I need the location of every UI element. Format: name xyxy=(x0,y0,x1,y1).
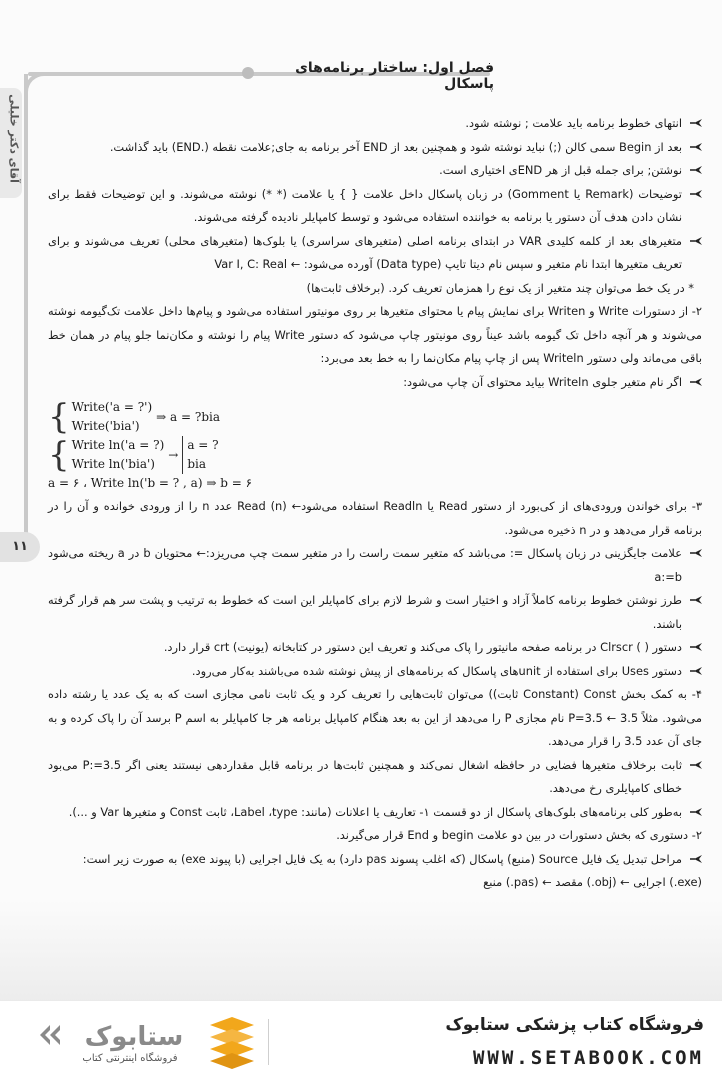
numbered-paragraph xyxy=(48,300,702,371)
bullet-paragraph xyxy=(48,183,702,230)
math-block-2 xyxy=(48,436,702,474)
math-result: ⇒ a = ?bia xyxy=(156,409,220,424)
brace-icon: { xyxy=(48,435,70,475)
numbered-paragraph xyxy=(48,495,702,542)
numbered-paragraph xyxy=(48,683,702,754)
store-url-link[interactable]: WWW.SETABOOK.COM xyxy=(472,1047,704,1069)
bullet-paragraph xyxy=(48,660,702,684)
bullet-arrow-icon xyxy=(690,117,702,129)
math-output-line: a = ? xyxy=(187,438,219,452)
paragraph-text: دستور Uses برای استفاده از unitهای پاسکال که برنامه‌های از پیش نوشته شده می‌باشند به‌کار می‌رود. xyxy=(191,663,682,678)
math-line: Write('bia') xyxy=(71,419,140,433)
frame-left-line xyxy=(24,74,28,544)
bullet-paragraph xyxy=(48,159,702,183)
paragraph-text: نوشتن; برای جمله قبل از هر ENDی اختیاری است. xyxy=(439,163,682,177)
page-number: ۱۱ xyxy=(0,532,40,562)
banner-divider xyxy=(268,1019,269,1065)
bullet-arrow-icon xyxy=(690,547,702,559)
math-line: Write ln('a = ?) xyxy=(71,438,165,452)
bullet-arrow-icon xyxy=(690,164,702,176)
frame-dot xyxy=(242,67,254,79)
bullet-paragraph xyxy=(48,112,702,136)
paragraph-text: بعد از Begin سمی کالن (;) نباید نوشته شود و همچنین بعد از END آخر برنامه به جای;علامت نقطه (.END) باید گذاشت. xyxy=(109,139,682,154)
paragraph-text: (exe.) اجرایی ← (obj.) مقصد ← (pas.) منبع xyxy=(483,875,702,889)
paragraph-text: دستور ( ) Clrscr در برنامه صفحه مانیتور را پاک می‌کند و تعریف این دستور در کتابخانه (یونیت) crt قرار دارد. xyxy=(163,640,682,654)
bullet-paragraph xyxy=(48,230,702,277)
bullet-arrow-icon xyxy=(690,759,702,771)
brace-icon: { xyxy=(48,397,70,437)
section-1 xyxy=(48,112,702,394)
numbered-paragraph xyxy=(48,871,702,895)
bullet-arrow-icon xyxy=(690,376,702,388)
logo-subtitle: فروشگاه اینترنتی کتاب xyxy=(82,1053,178,1064)
logo-wordmark: ستابوک xyxy=(84,1022,184,1052)
bullet-paragraph xyxy=(48,801,702,825)
paragraph-text: ۲- دستوری که بخش دستورات در بین دو علامت begin و End قرار می‌گیرند. xyxy=(336,828,702,842)
store-banner xyxy=(0,1000,722,1080)
bullet-arrow-icon xyxy=(690,806,702,818)
paragraph-text: ۳- برای خواندن ورودی‌های از کی‌بورد از دستور Read یا Readln استفاده می‌شود← Read (n) عدد n را از ورودی خوانده و آن را در برنامه قرار می‌دهد و در n ذخیره می‌شود. xyxy=(48,499,702,537)
bullet-arrow-icon xyxy=(690,188,702,200)
store-name: فروشگاه کتاب پزشکی ستابوک xyxy=(445,1015,704,1035)
math-line: Write('a = ?') xyxy=(71,400,153,414)
setabook-logo xyxy=(36,1017,196,1053)
math-output-line: bia xyxy=(187,457,206,471)
bullet-paragraph xyxy=(48,754,702,801)
bullet-arrow-icon xyxy=(690,853,702,865)
math-examples xyxy=(48,398,702,493)
page-bottom-shadow xyxy=(0,900,722,1000)
bullet-arrow-icon xyxy=(690,235,702,247)
bullet-arrow-icon xyxy=(690,594,702,606)
bullet-paragraph xyxy=(48,371,702,395)
math-arrow: → xyxy=(168,447,179,462)
book-stack-icon xyxy=(206,1015,258,1069)
numbered-paragraph xyxy=(48,824,702,848)
page-content xyxy=(48,112,702,895)
note-paragraph xyxy=(48,277,702,301)
paragraph-text: * در یک خط می‌توان چند متغیر از یک نوع را همزمان تعریف کرد. (برخلاف ثابت‌ها) xyxy=(306,280,694,295)
section-2 xyxy=(48,495,702,895)
bullet-paragraph xyxy=(48,848,702,872)
paragraph-text: متغیرهای بعد از کلمه کلیدی VAR در ابتدای برنامه اصلی (متغیرهای سراسری) یا بلوک‌ها (متغیرهای محلی) تعریف می‌شوند و برای تعریف متغیرها ابتدا نام متغیر و سپس نام دیتا تایپ (Data type) آورده می‌شود: ← Var I, C: Real xyxy=(48,233,682,271)
bullet-paragraph xyxy=(48,136,702,160)
paragraph-text: ۲- از دستورات Write و Writen برای نمایش پیام یا محتوای متغیرها بر روی مونیتور استفاده می‌شود و پیام‌ها داخل علامت تک‌گیومه نوشته می‌شوند و هر آنچه داخل تک گیومه باشد عیناً روی مونیتور چاپ می‌شود که دستور Write پیام را نوشته و مکان‌نما جلو پیام در همان خط باقی می‌ماند ولی دستور Writeln پس از چاپ پیام مکان‌نما را به خط بعد می‌برد: xyxy=(48,304,703,365)
paragraph-text: ۴- به کمک بخش Const (Constant ثابت)) می‌توان ثابت‌هایی را تعریف کرد و یک ثابت نامی مجازی است که به یک عدد یا رشته داده می‌شود. مثلاً P=3.5 ← 3.5 نام مجازی P را می‌دهد از این به بعد هنگام کامپایل برنامه هر جا کامپایلر به اسم P برسد آن را پاک کرده و به جای آن عدد 3.5 را قرار می‌دهد. xyxy=(48,687,702,748)
bullet-arrow-icon xyxy=(690,641,702,653)
math-line: Write ln('bia') xyxy=(71,457,155,471)
bullet-arrow-icon xyxy=(690,141,702,153)
paragraph-text: به‌طور کلی برنامه‌های بلوک‌های پاسکال از دو قسمت ۱- تعاریف یا اعلانات (مانند: Label ،type، ثابت Const و متغیرها Var و ...). xyxy=(68,804,682,819)
paragraph-text: توضیحات (Remark یا Gomment) در زبان پاسکال داخل علامت { } یا علامت (* *) نوشته می‌شوند. و این توضیحات فقط برای نشان دادن هدف آن دستور یا برنامه به خواننده استفاده می‌شود و توسط کامپایلر نادیده گرفته می‌شوند. xyxy=(48,186,682,224)
paragraph-text: اگر نام متغیر جلوی Writeln بیاید محتوای آن چاپ می‌شود: xyxy=(403,374,682,389)
side-author-title: آقای دکتر خلیلی xyxy=(7,94,21,183)
bullet-paragraph xyxy=(48,542,702,589)
paragraph-text: مراحل تبدیل یک فایل Source (منبع) پاسکال (که اغلب پسوند pas دارد) به یک فایل اجرایی (با پیوند exe) به صورت زیر است: xyxy=(82,851,682,866)
bullet-paragraph xyxy=(48,636,702,660)
paragraph-text: ثابت برخلاف متغیرها فضایی در حافظه اشغال نمی‌کند و همچنین ثابت‌ها در برنامه قابل مقداردهی نیستند یعنی اگر P:=3.5 می‌بود خطای کامپایلری رخ می‌دهد. xyxy=(48,757,682,795)
paragraph-text: علامت جایگزینی در زبان پاسکال =: می‌باشد که متغیر سمت راست را در متغیر سمت چپ می‌ریزد:← محتویان b در a ریخته می‌شود a:=b xyxy=(48,546,682,584)
bullet-paragraph xyxy=(48,589,702,636)
math-block-1 xyxy=(48,398,702,436)
paragraph-text: انتهای خطوط برنامه باید علامت ; نوشته شود. xyxy=(465,116,682,130)
bullet-arrow-icon xyxy=(690,665,702,677)
paragraph-text: طرز نوشتن خطوط برنامه کاملاً آزاد و اختیار است و شرط لازم برای کامپایلر این است که خطوط به ترتیب و پشت سر هم قرار گرفته باشند. xyxy=(48,593,682,631)
math-line-3: a = ۶ ، Write ln('b = ? , a) ⇒ b = ۶ xyxy=(48,476,253,490)
chapter-title: فصل اول: ساختار برنامه‌های پاسکال xyxy=(295,60,494,92)
